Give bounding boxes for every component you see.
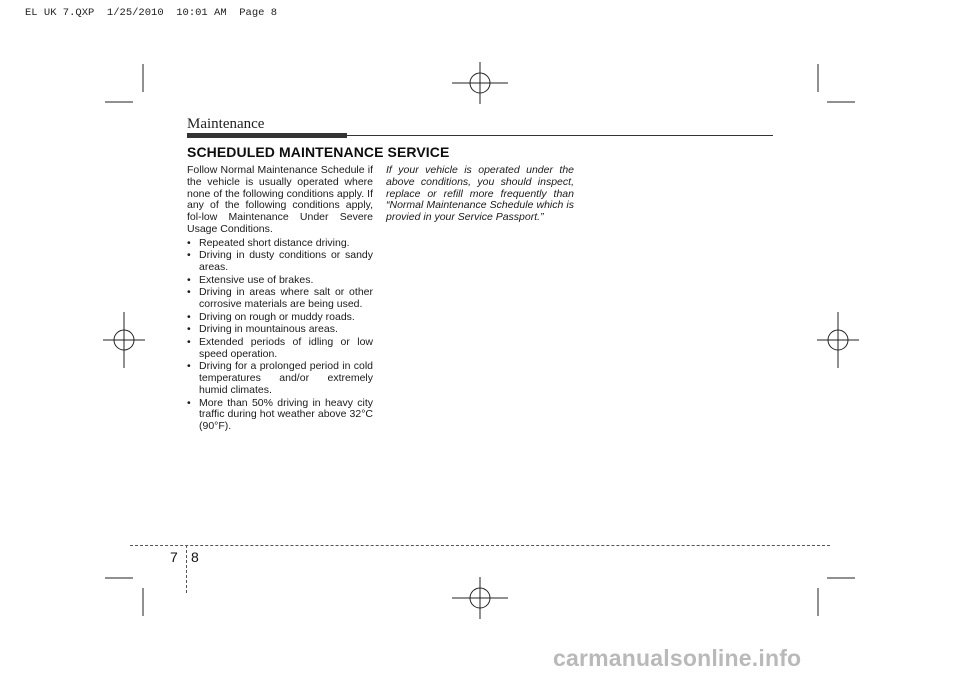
list-item: • More than 50% driving in heavy city traffic during hot weather above 32°C (90°F).	[187, 396, 373, 433]
footer-divider	[186, 545, 187, 593]
list-item: • Driving on rough or muddy roads.	[187, 310, 355, 323]
bullet-icon: •	[187, 286, 191, 299]
bullet-icon: •	[187, 323, 191, 336]
list-item: • Driving in mountainous areas.	[187, 323, 338, 336]
note-paragraph: If your vehicle is operated under the above conditions, you should inspect, replace or refill more frequently than “Normal Maintenance Schedule which is provied in your Service Passport.”	[386, 164, 574, 224]
print-slug: EL UK 7.QXP 1/25/2010 10:01 AM Page 8	[25, 7, 278, 19]
bullet-icon: •	[187, 249, 191, 262]
header-bar	[187, 133, 347, 138]
list-item: • Driving for a prolonged period in cold temperatures and/or extremely humid climates.	[187, 360, 373, 396]
bullet-icon: •	[187, 273, 191, 286]
list-item: • Driving in dusty conditions or sandy areas.	[187, 249, 373, 274]
footer-rule	[130, 545, 830, 546]
list-item: • Extensive use of brakes.	[187, 273, 314, 286]
list-item: • Extended periods of idling or low speed operation.	[187, 335, 373, 360]
list-item: • Repeated short distance driving.	[187, 236, 350, 249]
watermark: carmanualsonline.info	[553, 645, 802, 671]
left-column	[187, 165, 373, 433]
section-label: Maintenance	[187, 116, 265, 132]
bullet-icon: •	[187, 310, 191, 323]
page-number: 8	[191, 549, 199, 565]
bullet-icon: •	[187, 335, 191, 348]
section-heading: SCHEDULED MAINTENANCE SERVICE	[187, 144, 450, 160]
conditions-list	[187, 238, 373, 433]
bullet-icon: •	[187, 360, 191, 373]
bullet-icon: •	[187, 396, 191, 409]
intro-paragraph: Follow Normal Maintenance Schedule if the vehicle is usually operated where none of the following conditions apply. If any of the following conditions apply, fol-low Maintenance Under Severe Usage Conditions.	[187, 164, 373, 235]
header-rule	[347, 135, 773, 136]
chapter-number: 7	[170, 549, 178, 565]
bullet-icon: •	[187, 236, 191, 249]
list-item: • Driving in areas where salt or other corrosive materials are being used.	[187, 286, 373, 311]
